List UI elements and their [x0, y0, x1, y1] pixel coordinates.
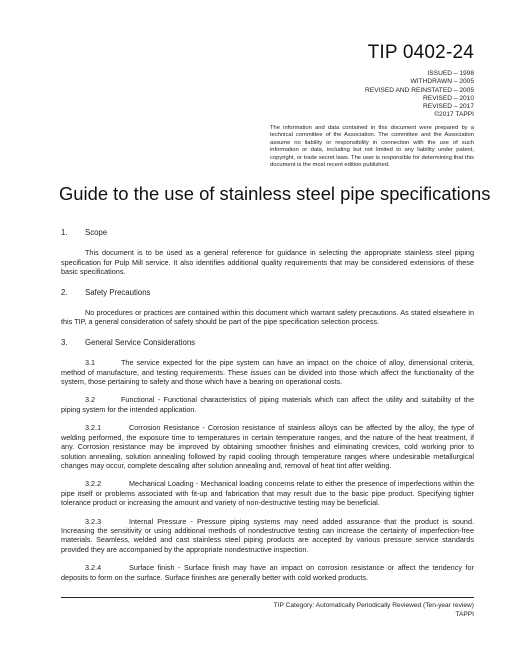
paragraph-number: 3.2 — [85, 395, 96, 405]
footer-org: TAPPI — [455, 610, 474, 618]
paragraph-text: Mechanical Loading - Mechanical loading concerns relate to either the presence of imperfections within the pipe itself or problems associated with fit-up and fabrication that may result due to the basic pipe product. Specifying tighter tolerance product or increasing the amount and variety of non-destructive testing may be beneficial. — [61, 479, 474, 508]
page-footer — [274, 602, 474, 619]
paragraph-3-2-3 — [61, 517, 474, 555]
section-heading-scope — [61, 228, 474, 237]
paragraph-3-2-2 — [61, 479, 474, 507]
section-heading-safety — [61, 288, 474, 297]
paragraph-number: 3.2.3 — [85, 516, 102, 526]
scope-paragraph: This document is to be used as a general reference for guidance in selecting the appropriate stainless steel piping specification for Pulp Mill service. It also identifies additional quality requirements that may be considered extensions of these basic specifications. — [61, 248, 474, 277]
history-line: REVISED – 2017 — [423, 103, 474, 111]
paragraph-number: 3.2.4 — [85, 563, 102, 573]
footer-category: TIP Category: Automatically Periodically Reviewed (Ten-year review) — [273, 602, 474, 609]
section-heading-general-service — [61, 338, 474, 347]
paragraph-3-2-4 — [61, 563, 474, 582]
paragraph-text: The service expected for the pipe system can have an impact on the choice of alloy, dimensional criteria, method of manufacture, and testing requirements. These issues can be divided into those which affect the functionality of the system, those pertaining to safety and those which have a bearing on operational costs. — [61, 358, 474, 387]
paragraph-3-1 — [61, 358, 474, 386]
paragraph-3-2 — [61, 395, 474, 414]
paragraph-text: Corrosion Resistance - Corrosion resistance of stainless alloys can be affected by the alloy, the type of welding performed, the exposure time to temperatures in certain temperature ranges, and the nature of the heat treatment, if any. Corrosion resistance may be improved by obtaining smoother finishes and eliminating crevices, cold working prior to solution annealing, solution annealing followed by rapid cooling through temperature ranges where undesirable metallurgical changes may occur, complete descaling after solution annealing and, removal of heat tint after welding. — [61, 423, 474, 470]
document-title: Guide to the use of stainless steel pipe specifications — [59, 183, 491, 204]
paragraph-text: Functional - Functional characteristics of piping materials which can affect the utility and suitability of the piping system for the intended application. — [61, 395, 474, 414]
document-number: TIP 0402-24 — [367, 42, 474, 63]
paragraph-number: 3.1 — [85, 358, 96, 368]
revision-history — [365, 70, 474, 120]
section-number: 2. — [61, 287, 68, 297]
disclaimer-text: The information and data contained in this document were prepared by a technical committee of the Association. The committee and the Association assume no liability or responsibility in connection with the use of such information or data, including but not limited to any liability under patent, copyright, or trade secret laws. The user is responsible for determining that this document is the most recent edition published. — [270, 125, 474, 169]
section-title: Safety Precautions — [85, 287, 151, 297]
paragraph-3-2-1 — [61, 423, 474, 470]
section-title: General Service Considerations — [85, 337, 196, 347]
history-line: ISSUED – 1998 — [427, 70, 474, 77]
paragraph-number: 3.2.2 — [85, 479, 102, 489]
history-line: ©2017 TAPPI — [434, 111, 474, 119]
document-body — [61, 228, 474, 591]
footer-divider — [61, 597, 474, 598]
paragraph-number: 3.2.1 — [85, 423, 102, 433]
section-title: Scope — [85, 228, 108, 237]
history-line: REVISED AND REINSTATED – 2005 — [365, 86, 474, 94]
paragraph-text: Internal Pressure - Pressure piping systems may need added assurance that the product is sound. Increasing the sensitivity or using additional methods of nondestructive testing can increase the certainty of imperfection-free materials. Seamless, welded and cast stainless steel piping products are accepted by various pressure service standards provided they are accompanied by the appropriate nondestructive inspection. — [61, 516, 474, 554]
safety-paragraph: No procedures or practices are contained within this document which warrant safety precautions. As stated elsewhere in this TIP, a general consideration of safety should be part of the pipe specification selection process. — [61, 308, 474, 327]
history-line: WITHDRAWN – 2005 — [410, 78, 474, 86]
section-number: 3. — [61, 337, 68, 347]
section-number: 1. — [61, 228, 68, 237]
history-line: REVISED – 2010 — [423, 94, 474, 102]
paragraph-text: Surface finish - Surface finish may have an impact on corrosion resistance or affect the tendency for deposits to form on the surface. Surface finishes are generally better with cold worked products. — [61, 563, 474, 582]
